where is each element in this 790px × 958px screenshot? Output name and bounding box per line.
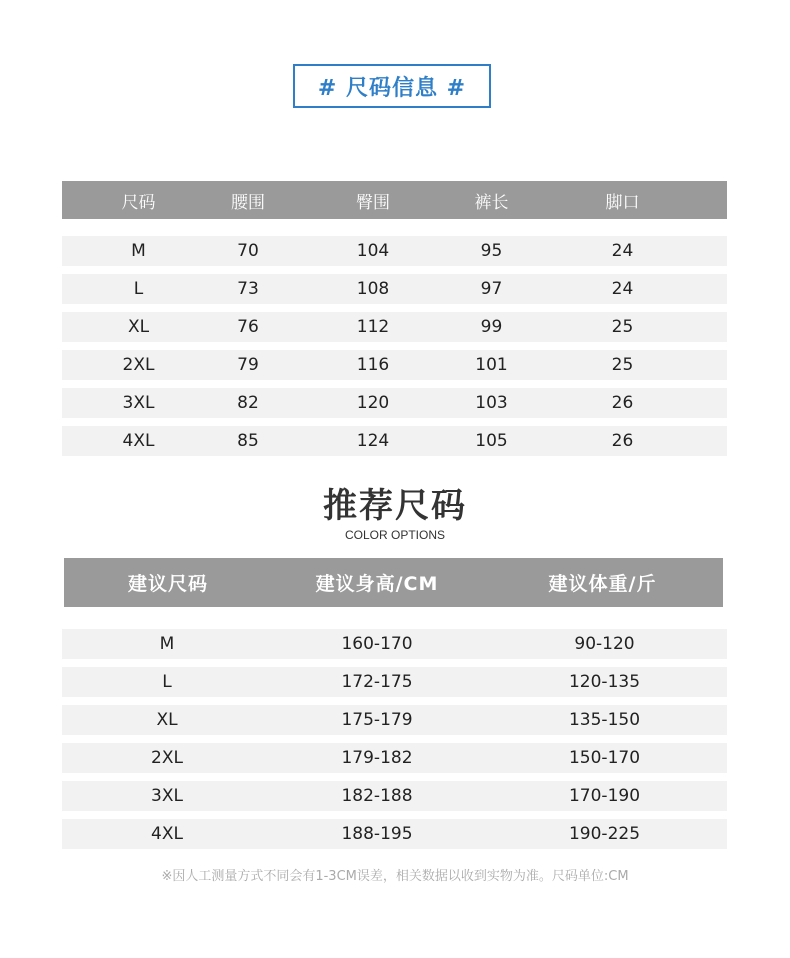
cell-length: 99 (480, 317, 503, 337)
cell-length: 105 (475, 431, 508, 451)
table-row (62, 667, 727, 697)
cell-hip: 120 (356, 393, 390, 413)
cell-height: 182-188 (341, 786, 413, 806)
cell-hem: 25 (611, 317, 634, 337)
cell-size: 2XL (122, 355, 155, 375)
cell-length: 97 (480, 279, 503, 299)
cell-length: 103 (475, 393, 508, 413)
cell-waist: 76 (237, 317, 259, 337)
cell-hip: 112 (356, 317, 390, 337)
header-cell-suggested-size: 建议尺码 (127, 573, 208, 595)
cell-size: M (131, 241, 146, 261)
table-row (62, 312, 727, 342)
recommend-header-row (64, 558, 723, 607)
recommend-table (64, 558, 723, 849)
cell-hem: 24 (611, 279, 634, 299)
cell-height: 175-179 (341, 710, 413, 730)
size-info-header-row (62, 181, 727, 219)
header-cell-hip: 臀围 (356, 192, 390, 213)
header-cell-hem: 脚口 (605, 192, 640, 213)
cell-waist: 70 (237, 241, 259, 261)
header-cell-waist: 腰围 (231, 192, 265, 213)
cell-waist: 73 (237, 279, 259, 299)
table-row (62, 819, 727, 849)
cell-weight: 90-120 (574, 634, 635, 654)
cell-size: XL (156, 710, 178, 730)
cell-length: 101 (475, 355, 508, 375)
cell-waist: 82 (237, 393, 259, 413)
size-info-title: # 尺码信息 # (293, 64, 491, 108)
header-cell-suggested-weight: 建议体重/斤 (548, 573, 657, 595)
cell-length: 95 (480, 241, 503, 261)
table-row (62, 350, 727, 380)
measurement-footnote: ※因人工测量方式不同会有1-3CM误差，相关数据以收到实物为准。尺码单位:CM (161, 869, 629, 884)
cell-size: 3XL (122, 393, 155, 413)
cell-waist: 85 (237, 431, 259, 451)
cell-size: 4XL (122, 431, 155, 451)
cell-hem: 24 (611, 241, 634, 261)
table-row (62, 629, 727, 659)
cell-size: L (162, 672, 172, 692)
cell-height: 160-170 (341, 634, 413, 654)
cell-height: 172-175 (341, 672, 413, 692)
table-row (62, 705, 727, 735)
cell-weight: 150-170 (568, 748, 641, 768)
cell-hip: 124 (356, 431, 390, 451)
cell-size: XL (127, 317, 150, 337)
cell-size: 3XL (151, 786, 183, 806)
recommend-title: 推荐尺码 (323, 486, 467, 526)
cell-hip: 116 (356, 355, 390, 375)
cell-hip: 104 (356, 241, 390, 261)
header-cell-suggested-height: 建议身高/CM (315, 573, 439, 595)
cell-size: L (133, 279, 144, 299)
table-row (62, 743, 727, 773)
size-info-table (62, 181, 727, 456)
header-cell-size: 尺码 (121, 192, 156, 213)
cell-weight: 190-225 (568, 824, 641, 844)
cell-waist: 79 (237, 355, 259, 375)
cell-size: M (159, 634, 175, 654)
cell-hem: 26 (611, 431, 634, 451)
table-row (62, 236, 727, 266)
table-row (62, 274, 727, 304)
table-row (62, 426, 727, 456)
cell-weight: 135-150 (568, 710, 641, 730)
recommend-subtitle: COLOR OPTIONS (344, 528, 445, 542)
cell-hem: 26 (611, 393, 634, 413)
table-row (62, 781, 727, 811)
cell-size: 4XL (151, 824, 183, 844)
table-row (62, 388, 727, 418)
cell-height: 188-195 (341, 824, 413, 844)
cell-weight: 120-135 (568, 672, 641, 692)
cell-weight: 170-190 (568, 786, 641, 806)
cell-height: 179-182 (341, 748, 413, 768)
header-cell-length: 裤长 (474, 192, 509, 213)
cell-size: 2XL (151, 748, 183, 768)
cell-hip: 108 (356, 279, 390, 299)
cell-hem: 25 (611, 355, 634, 375)
